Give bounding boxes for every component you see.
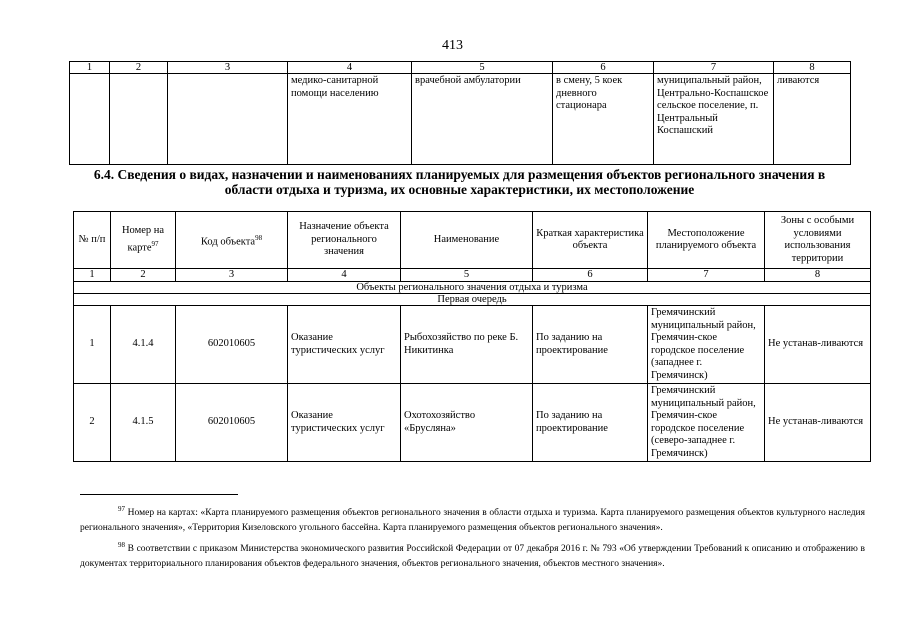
col-number: 1 [74, 269, 111, 282]
footnote-text: В соответствии с приказом Министерства экономического развития Российской Федерации от 07 декабря 2016 г. № 793 «Об утверждении Требований к описанию и отображению в документах территориального планирования объектов федерального значения, объектов регионального значения, объектов местного значения». [80, 544, 866, 570]
col-number: 7 [648, 269, 765, 282]
col-number: 8 [765, 269, 871, 282]
group-row [74, 282, 871, 294]
col-number: 6 [553, 62, 654, 74]
col-number: 7 [654, 62, 774, 74]
row-brief: По заданию на проектирование [533, 384, 648, 462]
footnote-separator [80, 494, 238, 495]
header-location: Местоположение планируемого объекта [648, 212, 765, 269]
table-cell: медико-санитарной помощи населению [288, 74, 412, 165]
objects-table [73, 211, 871, 462]
col-number: 5 [401, 269, 533, 282]
row-map-num: 4.1.4 [111, 306, 176, 384]
header-name: Наименование [401, 212, 533, 269]
row-name: Охотохозяйство «Брусляна» [401, 384, 533, 462]
stage-title: Первая очередь [74, 294, 871, 306]
header-map-num: Номер на карте$^{97}$ [111, 212, 176, 269]
col-number: 6 [533, 269, 648, 282]
page-number: 413 [442, 38, 463, 53]
table-row [70, 74, 851, 165]
table-cell [110, 74, 168, 165]
col-number: 4 [288, 269, 401, 282]
footnote-mark: 98 [118, 541, 125, 550]
col-number: 3 [168, 62, 288, 74]
table-cell [168, 74, 288, 165]
table-cell [70, 74, 110, 165]
table-header-row [74, 212, 871, 269]
header-num: № п/п [74, 212, 111, 269]
row-zones: Не устанав-ливаются [765, 384, 871, 462]
row-code: 602010605 [176, 306, 288, 384]
row-num: 1 [74, 306, 111, 384]
footnote-ref: 97 [151, 239, 159, 248]
table-cell: врачебной амбулатории [412, 74, 553, 165]
col-number: 3 [176, 269, 288, 282]
continued-table [69, 61, 851, 165]
footnote-97 [80, 502, 865, 536]
row-name: Рыбохозяйство по реке Б. Никитинка [401, 306, 533, 384]
col-number: 1 [70, 62, 110, 74]
col-number: 2 [110, 62, 168, 74]
stage-row [74, 294, 871, 306]
table-row [74, 306, 871, 384]
col-number: 2 [111, 269, 176, 282]
section-title: 6.4. Сведения о видах, назначении и наименованиях планируемых для размещения объектов регионального значения в области отдыха и туризма, их основные характеристики, их местоположение [93, 167, 826, 197]
footnote-ref: 98 [255, 233, 263, 242]
table-row [74, 384, 871, 462]
row-location: Гремячинский муниципальный район, Гремячин-ское городское поселение (западнее г. Гремячинск) [648, 306, 765, 384]
header-code: Код объекта$^{98}$ [176, 212, 288, 269]
table-cell: ливаются [774, 74, 851, 165]
row-code: 602010605 [176, 384, 288, 462]
row-brief: По заданию на проектирование [533, 306, 648, 384]
table-col-numbers [74, 269, 871, 282]
row-num: 2 [74, 384, 111, 462]
header-zones: Зоны с особыми условиями использования территории [765, 212, 871, 269]
group-title: Объекты регионального значения отдыха и туризма [74, 282, 871, 294]
col-number: 5 [412, 62, 553, 74]
row-location: Гремячинский муниципальный район, Гремячин-ское городское поселение (северо-западнее г. Гремячинск) [648, 384, 765, 462]
continued-table-col-numbers [70, 62, 851, 74]
row-purpose: Оказание туристических услуг [288, 384, 401, 462]
row-purpose: Оказание туристических услуг [288, 306, 401, 384]
table-cell: в смену, 5 коек дневного стационара [553, 74, 654, 165]
header-purpose: Назначение объекта регионального значения [288, 212, 401, 269]
col-number: 8 [774, 62, 851, 74]
col-number: 4 [288, 62, 412, 74]
row-zones: Не устанав-ливаются [765, 306, 871, 384]
footnote-mark: 97 [118, 505, 125, 513]
header-brief: Краткая характеристика объекта [533, 212, 648, 269]
footnote-98 [80, 538, 865, 572]
row-map-num: 4.1.5 [111, 384, 176, 462]
footnotes [80, 502, 865, 574]
table-cell: муниципальный район, Центрально-Коспашское сельское поселение, п. Центральный Коспашский [654, 74, 774, 165]
footnote-text: Номер на картах: «Карта планируемого размещения объектов регионального значения в области отдыха и туризма. Карта планируемого размещения объектов культурного наследия регионального значения», «Территория Кизеловского угольного бассейна. Карта планируемого размещения объектов регионального значения». [80, 508, 866, 534]
